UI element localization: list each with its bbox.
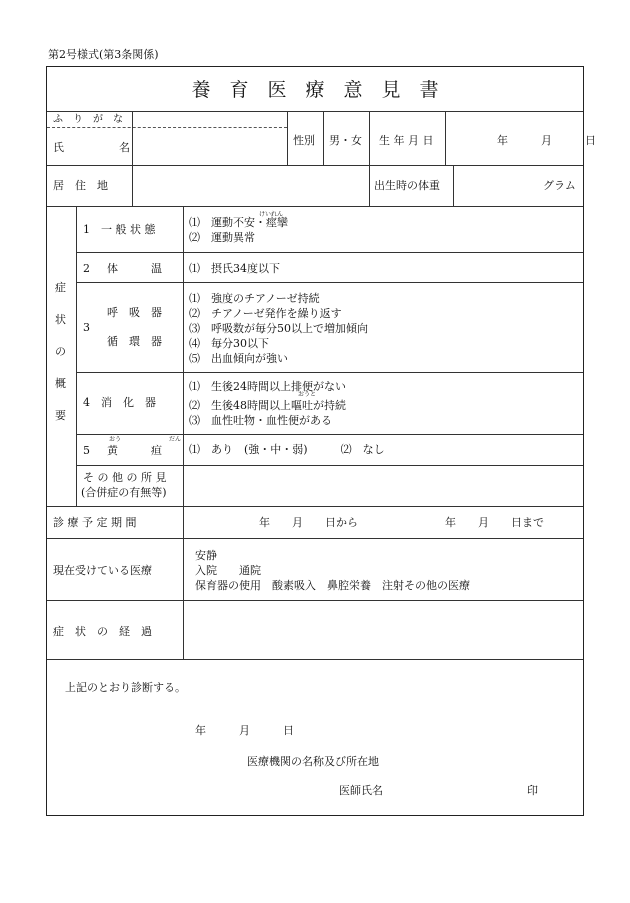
list-item: ⑵ 生後48時間以上嘔吐が持続 <box>189 399 346 412</box>
list-item: ⑴ 強度のチアノーゼ持続 <box>189 292 320 305</box>
current-treatment-label: 現在受けている医療 <box>53 564 152 577</box>
digestive-label: 4 消 化 器 <box>83 396 156 409</box>
divider <box>453 165 454 206</box>
ruby-ou: おう <box>109 436 122 443</box>
form-title: 養 育 医 療 意 見 書 <box>191 79 439 101</box>
progress-label: 症 状 の 経 過 <box>53 625 152 638</box>
jaundice-num: 5 <box>83 444 90 457</box>
divider <box>47 206 583 207</box>
temperature-num: 2 <box>83 262 90 275</box>
current-treatment-line: 保育器の使用 酸素吸入 鼻腔栄養 注射その他の医療 <box>195 579 470 592</box>
list-item: ⑵ 運動異常 <box>189 231 255 244</box>
divider <box>132 111 133 206</box>
divider <box>76 372 583 373</box>
list-item: ⑶ 呼吸数が毎分50以上で増加傾向 <box>189 322 368 335</box>
temperature-list <box>189 261 280 276</box>
divider <box>47 600 583 601</box>
birth-weight-label: 出生時の体重 <box>374 179 440 192</box>
name-label: 氏 名 <box>53 141 130 154</box>
circulatory-label: 循 環 器 <box>107 335 162 348</box>
list-item: ⑴ 運動不安・痙攣 <box>189 216 288 229</box>
divider <box>323 111 324 165</box>
divider <box>76 206 77 506</box>
jaundice-label: 黄 疸 <box>107 444 162 457</box>
temperature-label: 体 温 <box>107 262 162 275</box>
divider <box>76 465 583 466</box>
treatment-period-to: 年 月 日まで <box>445 516 544 529</box>
treatment-period-label: 診 療 予 定 期 間 <box>53 516 137 529</box>
divider <box>47 506 583 507</box>
divider <box>76 252 583 253</box>
list-item: ⑸ 出血傾向が強い <box>189 352 288 365</box>
ruby-outo: おうと <box>298 391 317 398</box>
diagnosis-statement: 上記のとおり診断する。 <box>65 681 186 694</box>
address-label: 居 住 地 <box>53 179 108 192</box>
symptoms-section-char: 症 <box>55 281 66 294</box>
list-item: ⑶ 血性吐物・血性便がある <box>189 414 332 427</box>
diagnosis-date: 年 月 日 <box>195 724 294 737</box>
symptoms-section-char: 要 <box>55 409 66 422</box>
ruby-dan: だん <box>169 436 182 443</box>
list-item: ⑴ 生後24時間以上排便がない <box>189 380 346 393</box>
divider <box>47 165 583 166</box>
divider <box>183 206 184 659</box>
divider <box>445 111 446 165</box>
other-findings-label: そ の 他 の 所 見 <box>83 471 167 484</box>
symptoms-section-char: の <box>55 345 66 358</box>
resp-circ-list <box>189 291 368 366</box>
sex-label: 性別 <box>293 134 315 147</box>
divider <box>47 111 583 112</box>
divider <box>47 127 287 128</box>
divider <box>47 659 583 660</box>
birth-weight-unit: グラム <box>543 179 576 192</box>
sex-options: 男・女 <box>329 134 362 147</box>
respiratory-label: 呼 吸 器 <box>107 306 162 319</box>
digestive-list <box>189 379 346 428</box>
ruby-keiren: けいれん <box>259 211 284 218</box>
form-number: 第2号様式(第3条関係) <box>48 48 159 61</box>
furigana-label: ふ り が な <box>53 114 123 125</box>
dob-label: 生 年 月 日 <box>379 134 434 147</box>
jaundice-options: ⑴ あり (強・中・弱) ⑵ なし <box>189 443 385 456</box>
current-treatment-line: 入院 通院 <box>195 564 261 577</box>
current-treatment-line: 安静 <box>195 549 217 562</box>
divider <box>76 282 583 283</box>
other-findings-sublabel: (合併症の有無等) <box>81 486 167 499</box>
seal-mark: 印 <box>527 784 538 797</box>
general-status-label: 1 一 般 状 態 <box>83 223 156 236</box>
list-item: ⑷ 毎分30以下 <box>189 337 269 350</box>
dob-value: 年 月 日 <box>497 134 596 147</box>
doctor-label: 医師氏名 <box>339 784 383 797</box>
divider <box>47 538 583 539</box>
list-item: ⑴ 摂氏34度以下 <box>189 262 280 275</box>
opinion-form <box>46 66 596 816</box>
treatment-period-from: 年 月 日から <box>259 516 358 529</box>
divider <box>369 111 370 206</box>
list-item: ⑵ チアノーゼ発作を繰り返す <box>189 307 342 320</box>
resp-circ-num: 3 <box>83 321 90 334</box>
divider <box>287 111 288 165</box>
divider <box>76 434 583 435</box>
general-status-list <box>189 215 288 245</box>
symptoms-section-char: 状 <box>55 313 66 326</box>
symptoms-section-char: 概 <box>55 377 66 390</box>
institution-label: 医療機関の名称及び所在地 <box>247 755 379 768</box>
